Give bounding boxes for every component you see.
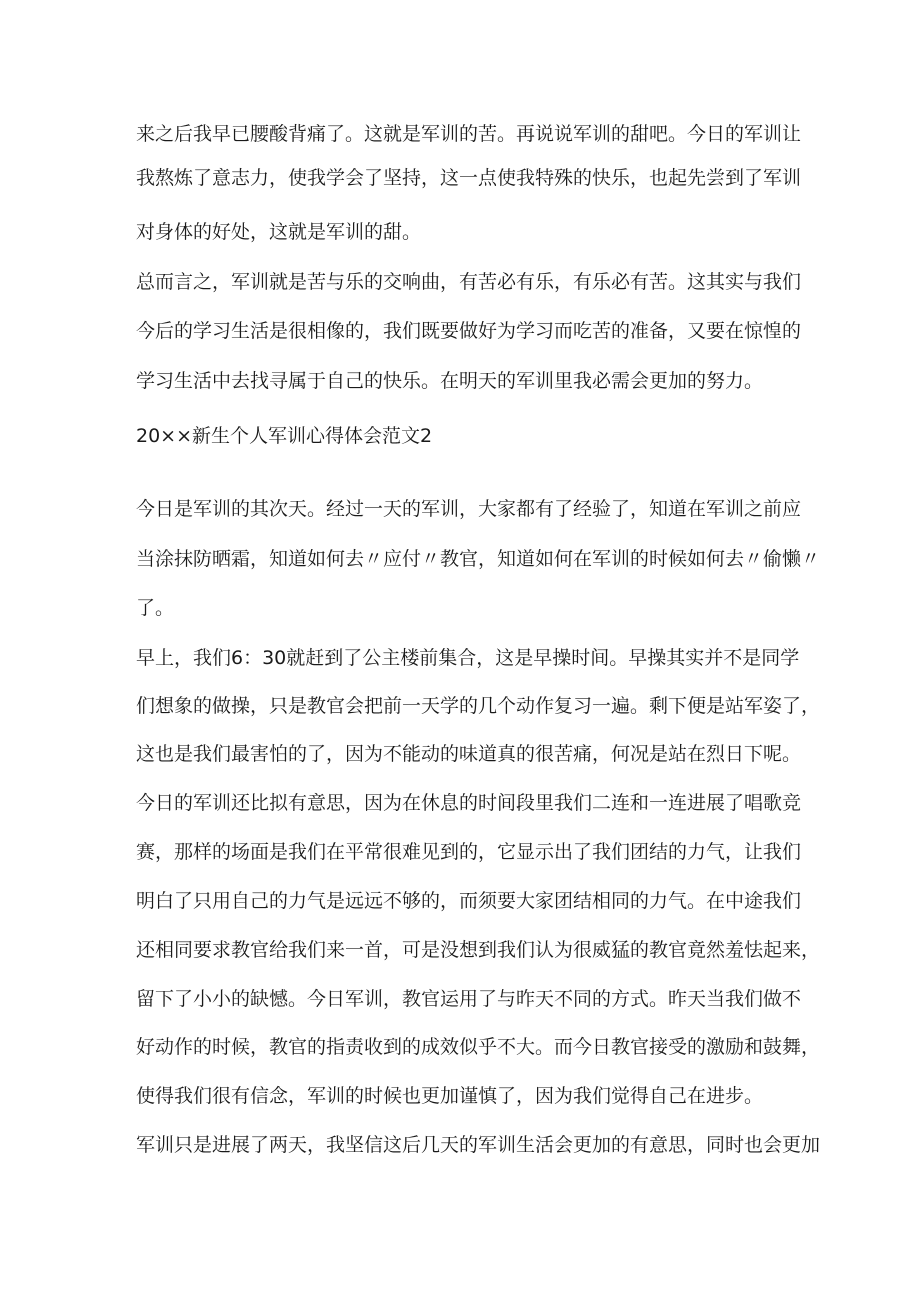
text-line: 来之后我早已腰酸背痛了。这就是军训的苦。再说说军训的甜吧。今日的军训让 xyxy=(136,123,802,145)
text-line: 今后的学习生活是很相像的，我们既要做好为学习而吃苦的准备，又要在惊惶的 xyxy=(136,320,802,342)
text-line: 明白了只用自己的力气是远远不够的，而须要大家团结相同的力气。在中途我们 xyxy=(136,890,802,912)
text-line: 使得我们很有信念，军训的时候也更加谨慎了，因为我们觉得自己在进步。 xyxy=(136,1085,764,1107)
text-line: 学习生活中去找寻属于自己的快乐。在明天的军训里我必需会更加的努力。 xyxy=(136,370,764,392)
text-line: 总而言之，军训就是苦与乐的交响曲，有苦必有乐，有乐必有苦。这其实与我们 xyxy=(136,271,802,293)
text-line: 留下了小小的缺憾。今日军训，教官运用了与昨天不同的方式。昨天当我们做不 xyxy=(136,988,802,1010)
text-line: 今日的军训还比拟有意思，因为在休息的时间段里我们二连和一连进展了唱歌竞 xyxy=(136,792,802,814)
section-title: 20××新生个人军训心得体会范文2 xyxy=(136,425,433,447)
text-line: 了。 xyxy=(136,597,175,619)
text-line: 赛，那样的场面是我们在平常很难见到的，它显示出了我们团结的力气，让我们 xyxy=(136,841,802,863)
text-line: 军训只是进展了两天，我坚信这后几天的军训生活会更加的有意思，同时也会更加 xyxy=(136,1134,821,1156)
text-line: 对身体的好处，这就是军训的甜。 xyxy=(136,221,422,243)
text-line: 还相同要求教官给我们来一首，可是没想到我们认为很威猛的教官竟然羞怯起来， xyxy=(136,939,821,961)
text-line: 当涂抹防晒霜，知道如何去〃应付〃教官，知道如何在军训的时候如何去〃偷懒〃 xyxy=(136,548,821,570)
text-line: 今日是军训的其次天。经过一天的军训，大家都有了经验了，知道在军训之前应 xyxy=(136,498,802,520)
text-line: 我熬炼了意志力，使我学会了坚持，这一点使我特殊的快乐，也起先尝到了军训 xyxy=(136,167,802,189)
text-line: 好动作的时候，教官的指责收到的成效似乎不大。而今日教官接受的激励和鼓舞， xyxy=(136,1036,821,1058)
text-line: 们想象的做操，只是教官会把前一天学的几个动作复习一遍。剩下便是站军姿了， xyxy=(136,695,821,717)
text-line: 早上，我们6：30就赶到了公主楼前集合，这是早操时间。早操其实并不是同学 xyxy=(136,647,800,669)
text-line: 这也是我们最害怕的了，因为不能动的味道真的很苦痛，何况是站在烈日下呢。 xyxy=(136,743,802,765)
